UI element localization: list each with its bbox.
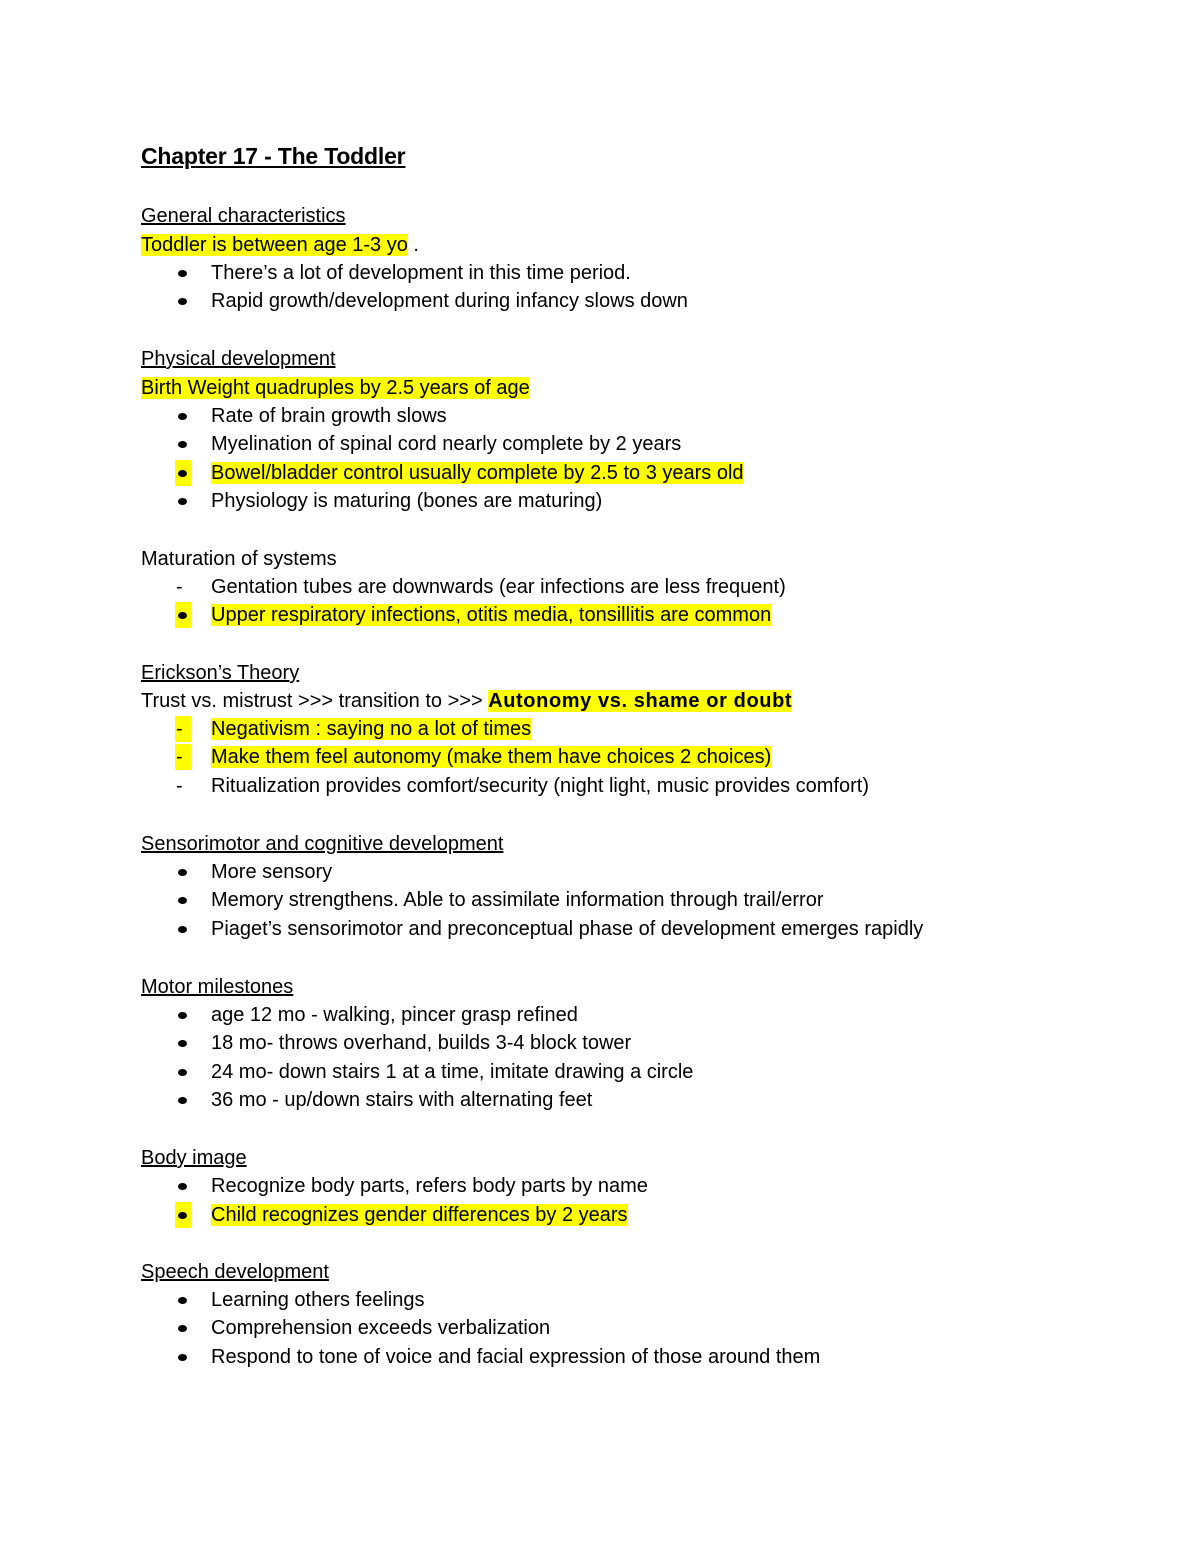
list-item: Physiology is maturing (bones are maturing): [211, 490, 603, 512]
page-title: Chapter 17 - The Toddler: [141, 143, 406, 169]
list-item-highlighted: [211, 460, 744, 486]
list-item: Memory strengthens. Able to assimilate information through trail/error: [211, 889, 824, 911]
list-item-highlighted: [211, 744, 771, 770]
section-heading-speech: Speech development: [141, 1261, 329, 1283]
list-item: More sensory: [211, 861, 333, 883]
bullet-icon: [175, 1002, 191, 1028]
highlighted-text: Child recognizes gender differences by 2 years: [211, 1204, 628, 1226]
list-item-highlighted: [211, 602, 771, 628]
list-item: 24 mo- down stairs 1 at a time, imitate drawing a circle: [211, 1061, 694, 1083]
list-item: Rate of brain growth slows: [211, 405, 447, 427]
list-item: Recognize body parts, refers body parts by name: [211, 1175, 648, 1197]
dash-icon: -: [175, 744, 191, 770]
erickson-lead-line: [141, 688, 792, 714]
highlighted-text: Birth Weight quadruples by 2.5 years of age: [141, 377, 530, 399]
bullet-icon: [175, 1202, 191, 1228]
section-heading-motor: Motor milestones: [141, 976, 294, 998]
bullet-icon: [175, 859, 191, 885]
bullet-icon: [175, 1087, 191, 1113]
physical-summary-line: [141, 375, 530, 401]
bullet-icon: [175, 887, 191, 913]
list-item: 36 mo - up/down stairs with alternating feet: [211, 1089, 593, 1111]
highlighted-text: Bowel/bladder control usually complete by 2.5 to 3 years old: [211, 462, 744, 484]
list-item: Ritualization provides comfort/security (night light, music provides comfort): [211, 775, 870, 797]
section-heading-body-image: Body image: [141, 1147, 247, 1169]
dash-icon: -: [176, 775, 183, 797]
highlighted-text: Toddler is between age 1-3 yo: [141, 234, 408, 256]
list-item: Comprehension exceeds verbalization: [211, 1317, 551, 1339]
summary-tail: .: [407, 234, 419, 256]
list-item: Learning others feelings: [211, 1289, 425, 1311]
highlighted-text: Make them feel autonomy (make them have choices 2 choices): [211, 746, 772, 768]
section-heading-sensorimotor: Sensorimotor and cognitive development: [141, 833, 504, 855]
bullet-icon: [175, 1344, 191, 1370]
bullet-icon: [175, 260, 191, 286]
bullet-icon: [175, 602, 191, 628]
list-item: 18 mo- throws overhand, builds 3-4 block tower: [211, 1032, 632, 1054]
list-item-highlighted: [211, 716, 531, 742]
bullet-icon: [175, 1173, 191, 1199]
section-heading-physical: Physical development: [141, 348, 336, 370]
lead-text: Trust vs. mistrust >>> transition to >>>: [141, 690, 489, 712]
section-heading-general: General characteristics: [141, 205, 346, 227]
bullet-icon: [175, 1315, 191, 1341]
bullet-icon: [175, 460, 191, 486]
list-item-highlighted: [211, 1202, 628, 1228]
bullet-icon: [175, 1059, 191, 1085]
bullet-icon: [175, 431, 191, 457]
bullet-icon: [175, 403, 191, 429]
bullet-icon: [175, 1287, 191, 1313]
bullet-icon: [175, 916, 191, 942]
bullet-icon: [175, 1030, 191, 1056]
list-item: There’s a lot of development in this time period.: [211, 262, 631, 284]
list-item: Rapid growth/development during infancy slows down: [211, 290, 688, 312]
bullet-icon: [175, 488, 191, 514]
list-item: Myelination of spinal cord nearly complete by 2 years: [211, 433, 682, 455]
general-summary-line: [141, 232, 419, 258]
highlighted-text: Upper respiratory infections, otitis media, tonsillitis are common: [211, 604, 772, 626]
dash-icon: -: [176, 576, 183, 598]
section-heading-maturation: Maturation of systems: [141, 548, 337, 570]
list-item: age 12 mo - walking, pincer grasp refined: [211, 1004, 578, 1026]
highlighted-text: Negativism : saying no a lot of times: [211, 718, 532, 740]
section-heading-erickson: Erickson’s Theory: [141, 662, 300, 684]
highlighted-bold-text: Autonomy vs. shame or doubt: [488, 690, 793, 712]
list-item: Gentation tubes are downwards (ear infections are less frequent): [211, 576, 786, 598]
bullet-icon: [175, 288, 191, 314]
dash-icon: -: [175, 716, 191, 742]
list-item: Piaget’s sensorimotor and preconceptual phase of development emerges rapidly: [211, 918, 924, 940]
list-item: Respond to tone of voice and facial expression of those around them: [211, 1346, 821, 1368]
